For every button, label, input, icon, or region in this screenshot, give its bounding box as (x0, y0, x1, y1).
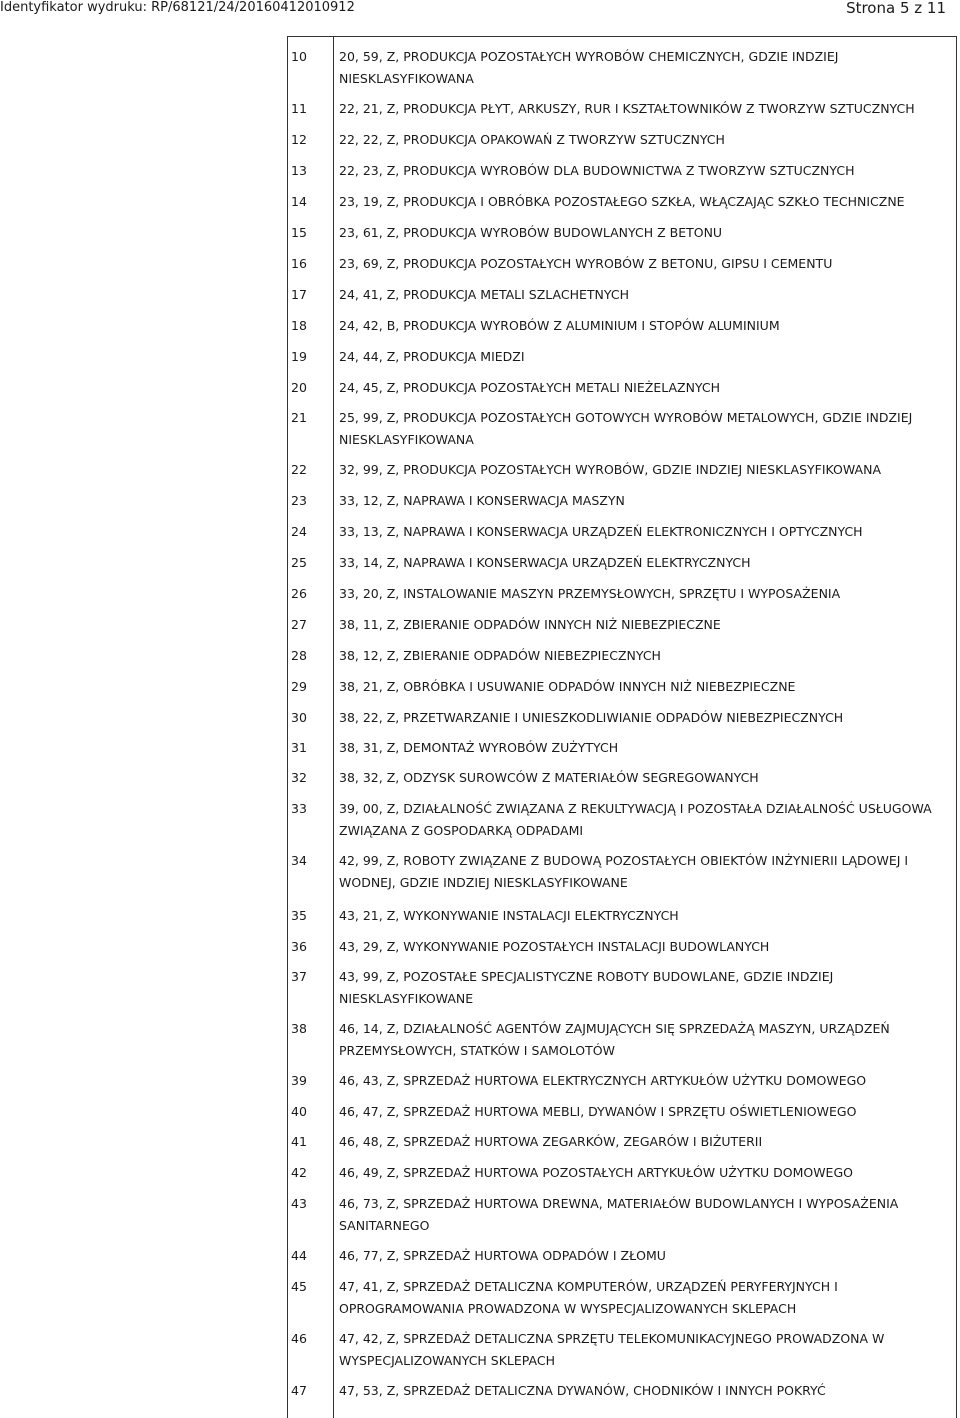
pkd-code-description: 23, 61, Z, PRODUKCJA WYROBÓW BUDOWLANYCH Z BETONU (339, 225, 723, 240)
row-number: 25 (291, 555, 307, 570)
pkd-code-description: 46, 73, Z, SPRZEDAŻ HURTOWA DREWNA, MATERIAŁÓW BUDOWLANYCH I WYPOSAŻENIA SANITARNEGO (339, 1196, 899, 1233)
row-number: 44 (291, 1248, 307, 1263)
pkd-code-description: 38, 32, Z, ODZYSK SUROWCÓW Z MATERIAŁÓW SEGREGOWANYCH (339, 770, 759, 785)
row-number: 11 (291, 101, 307, 116)
pkd-code-description: 24, 45, Z, PRODUKCJA POZOSTAŁYCH METALI NIEŻELAZNYCH (339, 380, 721, 395)
row-number: 12 (291, 132, 307, 147)
pkd-code-description: 46, 48, Z, SPRZEDAŻ HURTOWA ZEGARKÓW, ZEGARÓW I BIŻUTERII (339, 1134, 763, 1149)
pkd-code-description: 38, 12, Z, ZBIERANIE ODPADÓW NIEBEZPIECZNYCH (339, 648, 661, 663)
row-number: 43 (291, 1196, 307, 1211)
row-number: 28 (291, 648, 307, 663)
pkd-code-description: 22, 21, Z, PRODUKCJA PŁYT, ARKUSZY, RUR I KSZTAŁTOWNIKÓW Z TWORZYW SZTUCZNYCH (339, 101, 915, 116)
row-number: 14 (291, 194, 307, 209)
row-number: 20 (291, 380, 307, 395)
row-number: 27 (291, 617, 307, 632)
pkd-code-description: 24, 44, Z, PRODUKCJA MIEDZI (339, 349, 525, 364)
pkd-code-description: 33, 20, Z, INSTALOWANIE MASZYN PRZEMYSŁOWYCH, SPRZĘTU I WYPOSAŻENIA (339, 586, 841, 601)
pkd-code-description: 43, 29, Z, WYKONYWANIE POZOSTAŁYCH INSTALACJI BUDOWLANYCH (339, 939, 770, 954)
pkd-code-description: 22, 23, Z, PRODUKCJA WYROBÓW DLA BUDOWNICTWA Z TWORZYW SZTUCZNYCH (339, 163, 855, 178)
pkd-code-description: 39, 00, Z, DZIAŁALNOŚĆ ZWIĄZANA Z REKULTYWACJĄ I POZOSTAŁA DZIAŁALNOŚĆ USŁUGOWA ZWIĄZANA Z GOSPODARKĄ ODPADAMI (339, 801, 932, 838)
row-number: 16 (291, 256, 307, 271)
row-number: 35 (291, 908, 307, 923)
row-number: 41 (291, 1134, 307, 1149)
pkd-code-description: 46, 43, Z, SPRZEDAŻ HURTOWA ELEKTRYCZNYCH ARTYKUŁÓW UŻYTKU DOMOWEGO (339, 1073, 867, 1088)
pkd-code-description: 43, 99, Z, POZOSTAŁE SPECJALISTYCZNE ROBOTY BUDOWLANE, GDZIE INDZIEJ NIESKLASYFIKOWANE (339, 969, 834, 1006)
row-number: 22 (291, 462, 307, 477)
row-number: 33 (291, 801, 307, 816)
pkd-code-description: 38, 11, Z, ZBIERANIE ODPADÓW INNYCH NIŻ NIEBEZPIECZNE (339, 617, 721, 632)
row-number: 47 (291, 1383, 307, 1398)
pkd-code-description: 46, 49, Z, SPRZEDAŻ HURTOWA POZOSTAŁYCH ARTYKUŁÓW UŻYTKU DOMOWEGO (339, 1165, 853, 1180)
page-number: Strona 5 z 11 (846, 0, 946, 17)
row-number: 46 (291, 1331, 307, 1346)
pkd-code-description: 24, 41, Z, PRODUKCJA METALI SZLACHETNYCH (339, 287, 629, 302)
pkd-code-description: 47, 41, Z, SPRZEDAŻ DETALICZNA KOMPUTERÓW, URZĄDZEŃ PERYFERYJNYCH I OPROGRAMOWANIA PROWADZONA W WYSPECJALIZOWANYCH SKLEPACH (339, 1279, 838, 1316)
row-number: 42 (291, 1165, 307, 1180)
row-number: 26 (291, 586, 307, 601)
row-number: 31 (291, 740, 307, 755)
pkd-code-description: 20, 59, Z, PRODUKCJA POZOSTAŁYCH WYROBÓW CHEMICZNYCH, GDZIE INDZIEJ NIESKLASYFIKOWANA (339, 49, 839, 86)
pkd-code-description: 47, 42, Z, SPRZEDAŻ DETALICZNA SPRZĘTU TELEKOMUNIKACYJNEGO PROWADZONA W WYSPECJALIZOWANYCH SKLEPACH (339, 1331, 885, 1368)
column-divider (333, 36, 334, 1418)
print-header (0, 0, 960, 20)
pkd-code-description: 38, 22, Z, PRZETWARZANIE I UNIESZKODLIWIANIE ODPADÓW NIEBEZPIECZNYCH (339, 710, 844, 725)
row-number: 17 (291, 287, 307, 302)
row-number: 15 (291, 225, 307, 240)
row-number: 37 (291, 969, 307, 984)
pkd-code-description: 47, 53, Z, SPRZEDAŻ DETALICZNA DYWANÓW, CHODNIKÓW I INNYCH POKRYĆ (339, 1383, 826, 1398)
pkd-code-description: 33, 14, Z, NAPRAWA I KONSERWACJA URZĄDZEŃ ELEKTRYCZNYCH (339, 555, 751, 570)
pkd-code-description: 32, 99, Z, PRODUKCJA POZOSTAŁYCH WYROBÓW, GDZIE INDZIEJ NIESKLASYFIKOWANA (339, 462, 882, 477)
pkd-code-description: 46, 47, Z, SPRZEDAŻ HURTOWA MEBLI, DYWANÓW I SPRZĘTU OŚWIETLENIOWEGO (339, 1104, 857, 1119)
row-number: 34 (291, 853, 307, 868)
row-number: 40 (291, 1104, 307, 1119)
row-number: 24 (291, 524, 307, 539)
pkd-code-description: 42, 99, Z, ROBOTY ZWIĄZANE Z BUDOWĄ POZOSTAŁYCH OBIEKTÓW INŻYNIERII LĄDOWEJ I WODNEJ, GDZIE INDZIEJ NIESKLASYFIKOWANE (339, 853, 909, 890)
row-number: 21 (291, 410, 307, 425)
pkd-code-description: 33, 13, Z, NAPRAWA I KONSERWACJA URZĄDZEŃ ELEKTRONICZNYCH I OPTYCZNYCH (339, 524, 863, 539)
pkd-code-description: 46, 77, Z, SPRZEDAŻ HURTOWA ODPADÓW I ZŁOMU (339, 1248, 666, 1263)
row-number: 23 (291, 493, 307, 508)
pkd-code-description: 23, 19, Z, PRODUKCJA I OBRÓBKA POZOSTAŁEGO SZKŁA, WŁĄCZAJĄC SZKŁO TECHNICZNE (339, 194, 905, 209)
pkd-code-description: 38, 21, Z, OBRÓBKA I USUWANIE ODPADÓW INNYCH NIŻ NIEBEZPIECZNE (339, 679, 796, 694)
pkd-code-description: 43, 21, Z, WYKONYWANIE INSTALACJI ELEKTRYCZNYCH (339, 908, 679, 923)
row-number: 38 (291, 1021, 307, 1036)
row-number: 36 (291, 939, 307, 954)
pkd-code-description: 38, 31, Z, DEMONTAŻ WYROBÓW ZUŻYTYCH (339, 740, 619, 755)
row-number: 13 (291, 163, 307, 178)
print-identifier: Identyfikator wydruku: RP/68121/24/20160412010912 (0, 0, 355, 15)
row-number: 45 (291, 1279, 307, 1294)
row-number: 29 (291, 679, 307, 694)
pkd-code-description: 25, 99, Z, PRODUKCJA POZOSTAŁYCH GOTOWYCH WYROBÓW METALOWYCH, GDZIE INDZIEJ NIESKLASYFIKOWANA (339, 410, 913, 447)
row-number: 30 (291, 710, 307, 725)
pkd-code-description: 22, 22, Z, PRODUKCJA OPAKOWAŃ Z TWORZYW SZTUCZNYCH (339, 132, 725, 147)
pkd-code-description: 23, 69, Z, PRODUKCJA POZOSTAŁYCH WYROBÓW Z BETONU, GIPSU I CEMENTU (339, 256, 833, 271)
row-number: 18 (291, 318, 307, 333)
row-number: 10 (291, 49, 307, 64)
pkd-code-description: 33, 12, Z, NAPRAWA I KONSERWACJA MASZYN (339, 493, 625, 508)
pkd-code-description: 24, 42, B, PRODUKCJA WYROBÓW Z ALUMINIUM I STOPÓW ALUMINIUM (339, 318, 780, 333)
row-number: 32 (291, 770, 307, 785)
row-number: 19 (291, 349, 307, 364)
pkd-code-description: 46, 14, Z, DZIAŁALNOŚĆ AGENTÓW ZAJMUJĄCYCH SIĘ SPRZEDAŻĄ MASZYN, URZĄDZEŃ PRZEMYSŁOWYCH, STATKÓW I SAMOLOTÓW (339, 1021, 890, 1058)
row-number: 39 (291, 1073, 307, 1088)
